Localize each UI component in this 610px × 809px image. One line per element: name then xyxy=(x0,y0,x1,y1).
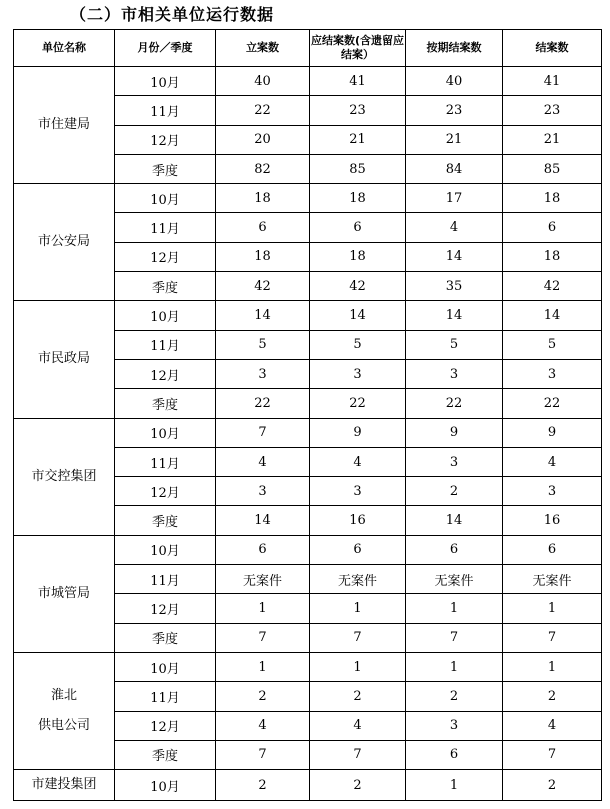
closed-cases-cell: 1 xyxy=(503,594,602,623)
ontime-closed-cell: 无案件 xyxy=(406,565,503,594)
unit-name: 市建投集团 xyxy=(31,777,97,793)
filed-cases-cell: 无案件 xyxy=(216,565,310,594)
ontime-closed-cell: 4 xyxy=(406,213,503,242)
unit-data-table xyxy=(13,29,602,801)
due-cases-cell: 18 xyxy=(310,242,406,271)
due-cases-cell: 4 xyxy=(310,447,406,476)
closed-cases-cell: 14 xyxy=(503,301,602,330)
ontime-closed-cell: 7 xyxy=(406,623,503,652)
unit-name-cell xyxy=(14,770,115,801)
ontime-closed-cell: 35 xyxy=(406,272,503,301)
due-cases-cell: 3 xyxy=(310,359,406,388)
closed-cases-cell: 4 xyxy=(503,447,602,476)
closed-cases-cell: 41 xyxy=(503,67,602,96)
header-period: 月份／季度 xyxy=(115,30,216,67)
unit-name: 市城管局 xyxy=(37,585,90,601)
ontime-closed-cell: 14 xyxy=(406,301,503,330)
filed-cases-cell: 18 xyxy=(216,184,310,213)
due-cases-cell: 4 xyxy=(310,711,406,740)
filed-cases-cell: 40 xyxy=(216,67,310,96)
table-row xyxy=(14,301,602,330)
closed-cases-cell: 6 xyxy=(503,213,602,242)
filed-cases-cell: 7 xyxy=(216,623,310,652)
ontime-closed-cell: 23 xyxy=(406,96,503,125)
due-cases-cell: 41 xyxy=(310,67,406,96)
unit-name: 供电公司 xyxy=(37,718,90,734)
due-cases-cell: 85 xyxy=(310,154,406,183)
due-cases-cell: 2 xyxy=(310,682,406,711)
ontime-closed-cell: 2 xyxy=(406,682,503,711)
filed-cases-cell: 1 xyxy=(216,594,310,623)
closed-cases-cell: 16 xyxy=(503,506,602,535)
closed-cases-cell: 3 xyxy=(503,359,602,388)
period-cell: 季度 xyxy=(115,740,216,769)
due-cases-cell: 16 xyxy=(310,506,406,535)
ontime-closed-cell: 6 xyxy=(406,740,503,769)
closed-cases-cell: 9 xyxy=(503,418,602,447)
due-cases-cell: 7 xyxy=(310,623,406,652)
period-cell: 10月 xyxy=(115,67,216,96)
unit-name-cell xyxy=(14,184,115,301)
period-cell: 12月 xyxy=(115,359,216,388)
ontime-closed-cell: 17 xyxy=(406,184,503,213)
due-cases-cell: 6 xyxy=(310,213,406,242)
filed-cases-cell: 4 xyxy=(216,447,310,476)
filed-cases-cell: 7 xyxy=(216,418,310,447)
ontime-closed-cell: 22 xyxy=(406,389,503,418)
closed-cases-cell: 18 xyxy=(503,242,602,271)
period-cell: 11月 xyxy=(115,330,216,359)
due-cases-cell: 2 xyxy=(310,770,406,801)
period-cell: 11月 xyxy=(115,565,216,594)
unit-name-cell xyxy=(14,301,115,418)
period-cell: 11月 xyxy=(115,682,216,711)
header-closed-cases: 结案数 xyxy=(503,30,602,67)
filed-cases-cell: 22 xyxy=(216,389,310,418)
filed-cases-cell: 2 xyxy=(216,682,310,711)
due-cases-cell: 6 xyxy=(310,535,406,564)
ontime-closed-cell: 6 xyxy=(406,535,503,564)
period-cell: 12月 xyxy=(115,711,216,740)
closed-cases-cell: 5 xyxy=(503,330,602,359)
filed-cases-cell: 5 xyxy=(216,330,310,359)
filed-cases-cell: 1 xyxy=(216,652,310,681)
header-ontime-closed: 按期结案数 xyxy=(406,30,503,67)
due-cases-cell: 7 xyxy=(310,740,406,769)
ontime-closed-cell: 21 xyxy=(406,125,503,154)
closed-cases-cell: 18 xyxy=(503,184,602,213)
due-cases-cell: 42 xyxy=(310,272,406,301)
period-cell: 12月 xyxy=(115,477,216,506)
closed-cases-cell: 2 xyxy=(503,682,602,711)
filed-cases-cell: 14 xyxy=(216,301,310,330)
table-row xyxy=(14,184,602,213)
table-row xyxy=(14,418,602,447)
due-cases-cell: 21 xyxy=(310,125,406,154)
filed-cases-cell: 18 xyxy=(216,242,310,271)
filed-cases-cell: 3 xyxy=(216,359,310,388)
due-cases-cell: 23 xyxy=(310,96,406,125)
filed-cases-cell: 2 xyxy=(216,770,310,801)
period-cell: 10月 xyxy=(115,301,216,330)
period-cell: 12月 xyxy=(115,242,216,271)
ontime-closed-cell: 9 xyxy=(406,418,503,447)
filed-cases-cell: 6 xyxy=(216,213,310,242)
ontime-closed-cell: 3 xyxy=(406,711,503,740)
period-cell: 11月 xyxy=(115,447,216,476)
table-row xyxy=(14,652,602,681)
due-cases-cell: 1 xyxy=(310,594,406,623)
closed-cases-cell: 6 xyxy=(503,535,602,564)
due-cases-cell: 18 xyxy=(310,184,406,213)
due-cases-cell: 9 xyxy=(310,418,406,447)
section-title: （二）市相关单位运行数据 xyxy=(70,5,275,24)
closed-cases-cell: 3 xyxy=(503,477,602,506)
closed-cases-cell: 21 xyxy=(503,125,602,154)
header-row xyxy=(14,30,602,67)
filed-cases-cell: 6 xyxy=(216,535,310,564)
unit-name: 市交控集团 xyxy=(31,468,97,484)
closed-cases-cell: 7 xyxy=(503,623,602,652)
filed-cases-cell: 3 xyxy=(216,477,310,506)
closed-cases-cell: 7 xyxy=(503,740,602,769)
closed-cases-cell: 4 xyxy=(503,711,602,740)
unit-name-cell xyxy=(14,535,115,652)
header-due-cases: 应结案数(含遗留应结案） xyxy=(310,30,406,67)
closed-cases-cell: 42 xyxy=(503,272,602,301)
header-filed-cases: 立案数 xyxy=(216,30,310,67)
unit-name: 淮北 xyxy=(50,688,77,704)
ontime-closed-cell: 1 xyxy=(406,594,503,623)
table-body xyxy=(14,67,602,801)
due-cases-cell: 22 xyxy=(310,389,406,418)
filed-cases-cell: 22 xyxy=(216,96,310,125)
ontime-closed-cell: 5 xyxy=(406,330,503,359)
ontime-closed-cell: 14 xyxy=(406,242,503,271)
closed-cases-cell: 2 xyxy=(503,770,602,801)
ontime-closed-cell: 40 xyxy=(406,67,503,96)
due-cases-cell: 3 xyxy=(310,477,406,506)
closed-cases-cell: 23 xyxy=(503,96,602,125)
due-cases-cell: 14 xyxy=(310,301,406,330)
period-cell: 季度 xyxy=(115,272,216,301)
period-cell: 季度 xyxy=(115,389,216,418)
unit-name: 市民政局 xyxy=(37,351,90,367)
filed-cases-cell: 42 xyxy=(216,272,310,301)
due-cases-cell: 5 xyxy=(310,330,406,359)
closed-cases-cell: 22 xyxy=(503,389,602,418)
header-unit-name: 单位名称 xyxy=(14,30,115,67)
ontime-closed-cell: 14 xyxy=(406,506,503,535)
filed-cases-cell: 82 xyxy=(216,154,310,183)
period-cell: 季度 xyxy=(115,623,216,652)
unit-name-cell xyxy=(14,418,115,535)
unit-name-cell xyxy=(14,67,115,184)
period-cell: 12月 xyxy=(115,125,216,154)
period-cell: 季度 xyxy=(115,506,216,535)
table-row xyxy=(14,535,602,564)
period-cell: 11月 xyxy=(115,213,216,242)
filed-cases-cell: 7 xyxy=(216,740,310,769)
ontime-closed-cell: 2 xyxy=(406,477,503,506)
period-cell: 季度 xyxy=(115,154,216,183)
table-row xyxy=(14,67,602,96)
due-cases-cell: 无案件 xyxy=(310,565,406,594)
due-cases-cell: 1 xyxy=(310,652,406,681)
period-cell: 12月 xyxy=(115,594,216,623)
period-cell: 11月 xyxy=(115,96,216,125)
ontime-closed-cell: 3 xyxy=(406,359,503,388)
closed-cases-cell: 无案件 xyxy=(503,565,602,594)
period-cell: 10月 xyxy=(115,418,216,447)
unit-name-cell xyxy=(14,652,115,769)
period-cell: 10月 xyxy=(115,770,216,801)
period-cell: 10月 xyxy=(115,652,216,681)
filed-cases-cell: 14 xyxy=(216,506,310,535)
period-cell: 10月 xyxy=(115,184,216,213)
closed-cases-cell: 85 xyxy=(503,154,602,183)
ontime-closed-cell: 84 xyxy=(406,154,503,183)
ontime-closed-cell: 1 xyxy=(406,770,503,801)
period-cell: 10月 xyxy=(115,535,216,564)
unit-name: 市公安局 xyxy=(37,234,90,250)
ontime-closed-cell: 3 xyxy=(406,447,503,476)
closed-cases-cell: 1 xyxy=(503,652,602,681)
filed-cases-cell: 20 xyxy=(216,125,310,154)
unit-name: 市住建局 xyxy=(37,117,90,133)
filed-cases-cell: 4 xyxy=(216,711,310,740)
table-row xyxy=(14,770,602,801)
ontime-closed-cell: 1 xyxy=(406,652,503,681)
